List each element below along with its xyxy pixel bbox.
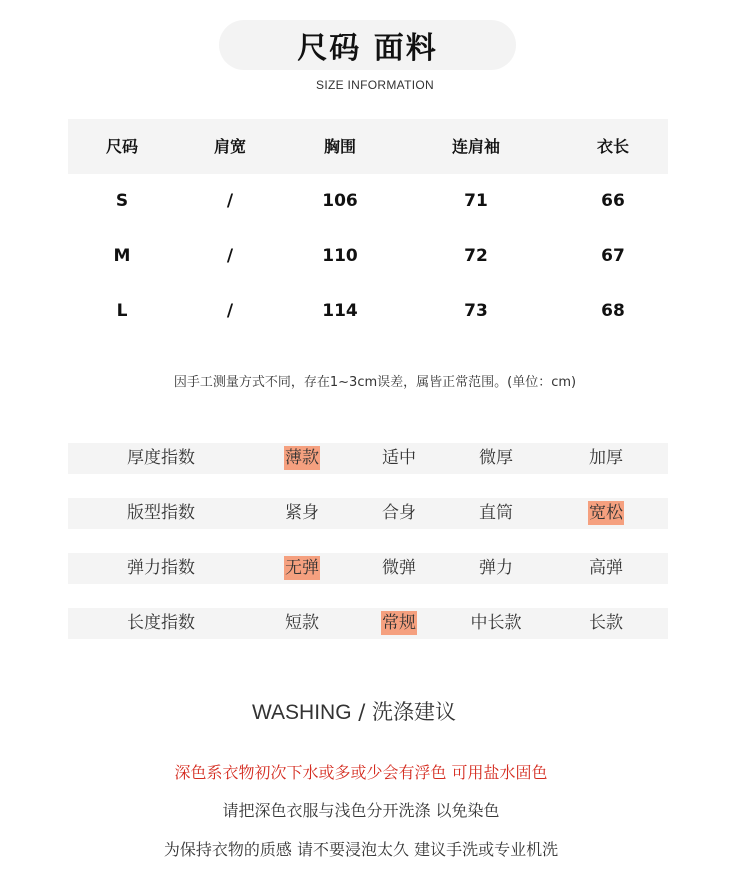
table-cell: 67 [601,246,625,266]
washing-title: WASHING / 洗涤建议 [252,700,456,724]
index-label: 长度指数 [127,613,195,633]
index-option-selected: 常规 [382,613,416,633]
fit-index-row [68,498,668,529]
column-header-sleeve: 连肩袖 [451,137,500,156]
index-option: 微厚 [479,448,513,468]
table-row [68,229,668,284]
table-row [68,174,668,229]
index-label: 厚度指数 [127,448,195,468]
washing-tip: 为保持衣物的质感 请不要浸泡太久 建议手洗或专业机洗 [163,840,559,859]
table-cell: L [116,301,128,321]
index-option-selected: 无弹 [285,558,319,578]
index-option: 合身 [382,503,416,523]
table-cell: / [226,301,234,321]
washing-warning: 深色系衣物初次下水或多或少会有浮色 可用盐水固色 [174,763,548,782]
size-table-header [68,119,668,174]
index-option: 适中 [382,448,416,468]
washing-tip: 请把深色衣服与浅色分开洗涤 以免染色 [222,801,500,820]
index-option: 中长款 [470,613,522,633]
table-cell: 66 [601,191,625,211]
table-cell: 106 [322,191,358,211]
table-cell: S [115,191,129,211]
table-cell: / [226,246,234,266]
thickness-index-row [68,443,668,474]
index-option: 高弹 [589,558,623,578]
table-cell: M [113,246,131,266]
table-cell: 72 [464,246,488,266]
index-option: 直筒 [479,503,513,523]
elasticity-index-row [68,553,668,584]
column-header-chest: 胸围 [323,137,356,156]
index-option-selected: 薄款 [285,448,319,468]
page-subtitle: SIZE INFORMATION [316,78,434,92]
table-cell: 110 [322,246,358,266]
table-row [68,284,668,339]
index-option: 长款 [589,613,623,633]
size-table [68,119,668,339]
index-option: 弹力 [479,558,513,578]
table-cell: 114 [322,301,358,321]
measurement-note: 因手工测量方式不同，存在1~3cm误差，属皆正常范围。(单位：cm) [173,375,577,390]
length-index-row [68,608,668,639]
index-option: 加厚 [589,448,623,468]
table-cell: 68 [601,301,625,321]
index-label: 版型指数 [127,503,195,523]
column-header-size: 尺码 [105,137,138,156]
table-cell: 73 [464,301,488,321]
page-title: 尺码 面料 [219,20,516,70]
index-option: 紧身 [285,503,319,523]
table-cell: 71 [464,191,488,211]
index-label: 弹力指数 [127,558,195,578]
table-cell: / [226,191,234,211]
column-header-shoulder: 肩宽 [213,137,246,156]
column-header-length: 衣长 [596,137,629,156]
index-option: 微弹 [382,558,416,578]
index-option-selected: 宽松 [589,503,623,523]
index-option: 短款 [285,613,319,633]
